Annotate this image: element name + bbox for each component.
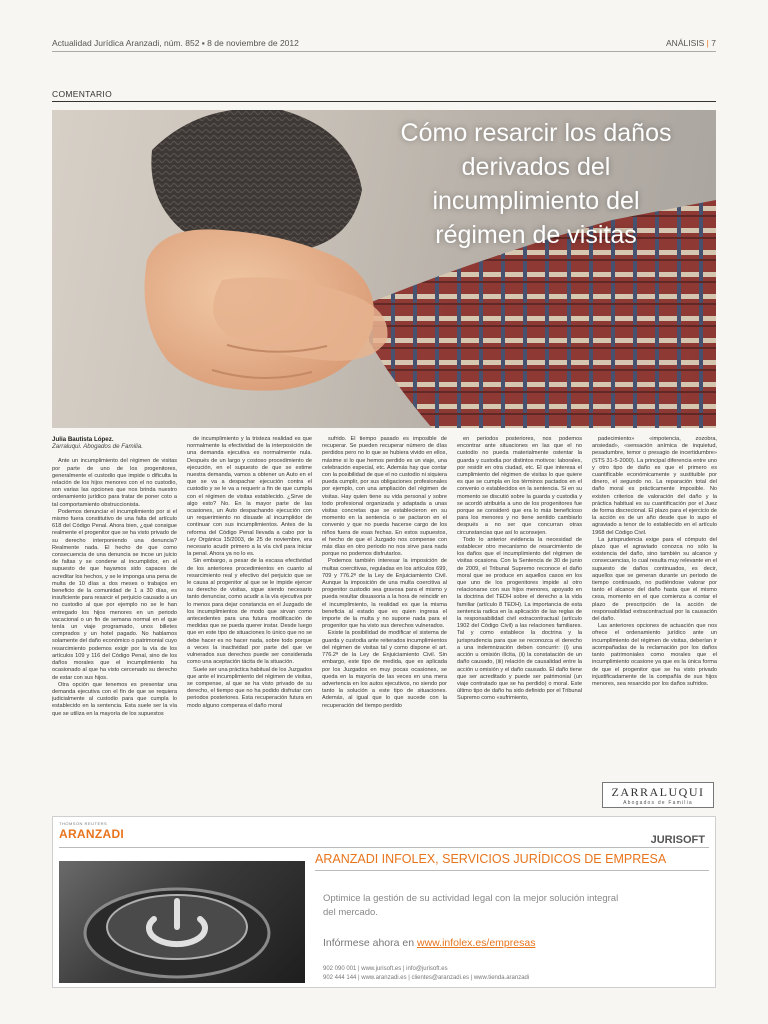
ad-copy: Optimice la gestión de su actividad legal con la mejor solución integral del mercado. bbox=[323, 893, 619, 918]
advertisement[interactable] bbox=[52, 816, 716, 988]
paragraph: Podemos también interesar la imposición de multas coercitivas, reguladas en los artículos 699, 709 y 776.2ª de la Ley de Enjuiciamiento Civil. Aunque la imposición de una multa coercitiva al progenitor custodio sea gravosa para el mismo y pueda resultar disuasoria a la hora de reincidir en el incumplimiento, la realidad es que la misma beneficia al estado que es quien ingresa el importe de la multa y no supone nada para el progenitor que ha visto sus derechos vulnerados. bbox=[322, 558, 447, 630]
paragraph: Sin embargo, a pesar de la escasa efectividad de los anteriores procedimientos en cuanto al resarcimiento real y efectivo del perjuicio que se le causa al progenitor al que se le impide ejercer su derecho de visitas, sigue siendo necesario tanto denunciar, como acudir a la vía ejecutiva por lo menos para dejar constancia en el Juzgado de los incumplimientos de modo que sirvan como antecedentes para una futura modificación de medidas que se pueda querer instar. Desde luego que en este tipo de situaciones lo único que no se debe hacer es no hacer nada, sobre todo porque a veces la inactividad por parte del que ve vulnerados sus derechos puede ser considerada como una aceptación tácita de la situación. bbox=[187, 558, 312, 666]
sponsor-logo bbox=[602, 782, 714, 808]
author-role: Zarraluqui. Abogados de Familia. bbox=[52, 443, 143, 451]
ad-cta bbox=[323, 937, 535, 949]
section-rule bbox=[52, 101, 716, 102]
article-column-5 bbox=[592, 436, 717, 776]
page-number: 7 bbox=[711, 38, 716, 48]
paragraph: Otra opción que tenemos es presentar una demanda ejecutiva con el fin de que se requiera judicialmente al custodio para que cumpla lo establecido en la sentencia. Esta suele ser la vía que se utiliza en la mayoría de los supuestos bbox=[52, 681, 177, 717]
ad-headline-divider bbox=[315, 870, 709, 871]
section-bar: | bbox=[706, 38, 709, 48]
ad-cta-text: Infórmese ahora en bbox=[323, 937, 417, 949]
paragraph: padecimiento» «impotencia, zozobra, ansiedad», «sensación anímica de inquietud, pesadumbre, temor o presagio de incertidumbre» (STS 31-5-2000). La principal diferencia entre uno y otro tipo de daño es que el primero es cuantificable económicamente y sustituible por dinero, el segundo no. La reparación total del daño moral es prácticamente imposible. No existen criterios de valoración del daño y la práctica habitual es su cuantificación por el Juez de forma discrecional. El plazo para el ejercicio de la acción es de un año desde que lo supo el agraviado a tenor de lo establecido en el artículo 1968 del Código Civil. bbox=[592, 436, 717, 536]
paragraph: Ante un incumplimiento del régimen de visitas por parte de uno de los progenitores, generalmente el custodio que impide o dificulta la relación de los hijos menores con el no custodio, son varias las opciones que nos brinda nuestro ordenamiento jurídico para tratar de poner coto a tal comportamiento obstruccionista. bbox=[52, 458, 177, 508]
publication-name: Actualidad Jurídica Aranzadi, núm. 852 bbox=[52, 38, 200, 48]
article-column-2 bbox=[187, 436, 312, 808]
article-column-1 bbox=[52, 436, 177, 808]
hero-photo bbox=[52, 110, 716, 428]
article-column-4 bbox=[457, 436, 582, 808]
paragraph: Todo lo anterior evidencia la necesidad de establecer otro mecanismo de resarcimiento de los daños que el incumplimiento del régimen de visitas ocasiona. Con la Sentencia de 30 de junio de 2009, el Tribunal Supremo reconoce el daño moral que se produce en aquellos casos en los que uno de los progenitores impide al otro relacionarse con sus hijos menores, apoyado en la doctrina del TEDH sobre el derecho a la vida familiar (artículo 8 TEDH). La importancia de esta sentencia radica en la aplicación de las reglas de la responsabilidad civil extracontractual (artículo 1902 del Código Civil) a las relaciones familiares. Tal y como establece la doctrina y la jurisprudencia para que se reconozca el derecho a una indemnización deben concurrir: (i) una acción u omisión ilícita, (ii) la constatación de un daño causado, (iii) relación de causalidad entre la acción u omisión y el daño causado. El daño tiene que ser acreditado y puede ser patrimonial (un viaje contratado que se ha perdido) o moral. Este último tipo de daño ha sido definido por el Tribunal Supremo como «sufrimiento, bbox=[457, 536, 582, 702]
section-name: ANÁLISIS bbox=[666, 38, 705, 48]
author-name: Julia Bautista López. bbox=[52, 436, 114, 443]
section-indicator bbox=[666, 38, 716, 48]
sponsor-name: ZARRALUQUI bbox=[611, 785, 705, 799]
publication-date: 8 de noviembre de 2012 bbox=[207, 38, 299, 48]
paragraph: Existe la posibilidad de modificar el sistema de guarda y custodia ante reiterados incumplimientos del régimen de visitas tal y como dispone el art. 776.2ª de la Ley de Enjuiciamiento Civil. Sin embargo, este tipo de medida, que es aplicada por los Juzgados en muy pocas ocasiones, se queda en la mayoría de las veces en una mera advertencia en los autos ejecutivos, no siendo por tanto la solución a este tipo de situaciones. Además, al igual que lo que sucede con la recuperación del tiempo perdido bbox=[322, 630, 447, 709]
ad-cta-link[interactable]: www.infolex.es/empresas bbox=[416, 937, 536, 949]
ad-image bbox=[59, 861, 305, 983]
paragraph: en periodos posteriores, nos podemos encontrar ante situaciones en las que el no custodio no pueda materialmente ostentar la guarda y custodia por distintos motivos: laborales, por residir en otra ciudad, etc. El que interesa el cumplimiento del régimen de visitas lo que quiere es que se cumpla en los términos pactados en el convenio o establecidos en la sentencia. Si en su momento se discutió sobre la guarda y custodia y se acordó atribuirla a uno de los progenitores fue porque se consideró que era lo más beneficioso para los menores y no tiene sentido cambiarlo después a no ser que concurran otras circunstancias que así lo aconsejen. bbox=[457, 436, 582, 536]
ad-headline: ARANZADI INFOLEX, SERVICIOS JURÍDICOS DE EMPRESA bbox=[315, 852, 667, 866]
paragraph: Las anteriores opciones de actuación que nos ofrece el ordenamiento jurídico ante un incumplimiento del régimen de visitas, deberían ir acompañadas de la reclamación por los daños tanto patrimoniales como morales que el incumplimiento ocasione ya que es la única forma de que el progenitor que se ha visto privado injustificadamente de la compañía de sus hijos menores, sea resarcido por los daños sufridos. bbox=[592, 623, 717, 687]
ad-partner-logo: JURISOFT bbox=[650, 834, 705, 846]
paragraph: Podemos denunciar el incumplimiento por si el mismo fuera constitutivo de una falta del artículo 618 del Código Penal. Ahora bien, ¿qué consigue realmente el progenitor que se ha visto privado de su derecho interponiendo una denuncia? Realmente nada. El hecho de que como consecuencia de una denuncia se incoe un juicio de faltas y se condene al incumplidor, en el supuesto de que hayamos sido capaces de acreditar los hechos, y se le imponga una pena de multa de 10 días a dos meses o trabajos en beneficio de la comunidad de 1 a 30 días, es insuficiente para resarcir el perjuicio causado a un no custodio al que por ejemplo no se le han entregado los hijos menores en un periodo vacacional o un fin de semana normal en el que tenía un viaje programado, unos billetes comprados y un hotel pagado. No hablamos solamente del daño económico o patrimonial cuyo resarcimiento podemos exigir por la vía de los artículos 109 y 116 del Código Penal, sino de los daños morales que el incumplimiento ha ocasionado al que ha visto cercenado su derecho de estar con sus hijos. bbox=[52, 508, 177, 681]
paragraph: Suele ser una práctica habitual de los Juzgados que ante el incumplimiento del régimen de visitas, se compense, al que se ha visto privado de su derecho, el tiempo que no ha podido disfrutar con periodos posteriores. Esta recuperación futura en modo alguno compensa el daño moral bbox=[187, 666, 312, 709]
ad-contact-line: 902 444 144 | www.aranzadi.es | clientes@aranzadi.es | www.tienda.aranzadi bbox=[323, 975, 530, 981]
sponsor-subtitle: Abogados de Familia bbox=[623, 800, 693, 806]
ad-contact bbox=[323, 965, 529, 983]
section-label: COMENTARIO bbox=[52, 89, 112, 99]
power-button-icon bbox=[59, 861, 305, 983]
paragraph: sufrido. El tiempo pasado es imposible de recuperar. Se pueden recuperar número de días perdidos pero no lo que se hubiera vivido en ellos, máxime si lo que hemos perdido es un viaje, una celebración especial, etc. Además hay que contar con la posibilidad de que el no custodio ni siquiera pueda cumplir, por sus obligaciones profesionales por ejemplo, con una ampliación del régimen de visitas. Hay quien tiene su vida personal y sobre todo profesional organizada y adaptada a unas visitas concretas que se establecieron en su momento en la sentencia o se pactaron en el convenio y que no pueda hacerse cargo de los niños fuera de esas fechas. En estos supuestos, el hecho de que el Juzgado nos compense con más días en otro periodo no nos sirve para nada porque no podemos disfrutarlos. bbox=[322, 436, 447, 558]
ad-brand-parent: THOMSON REUTERS bbox=[59, 821, 108, 826]
ad-brand-logo: ARANZADI bbox=[59, 827, 125, 841]
ad-divider bbox=[59, 847, 709, 848]
article-body bbox=[52, 436, 716, 808]
publication-line bbox=[52, 38, 299, 48]
paragraph: La jurisprudencia exige para el cómputo del plazo que el agraviado conozca no sólo la existencia del daño, sino también su alcance y consecuencias, lo cual resulta muy relevante en el supuesto de daños continuados, es decir, aquellos que se generan durante un periodo de tiempo continuado, no pudiéndose valorar por tanto el alcance del daño hasta que el mismo cesa, momento en el que comienza a contar el plazo de prescripción de la acción de responsabilidad extracontractual por la causación del daño. bbox=[592, 536, 717, 623]
publication-date-separator: ▪ bbox=[199, 38, 208, 48]
ad-contact-line: 902 090 001 | www.jurisoft.es | info@jurisoft.es bbox=[323, 966, 448, 972]
article-headline: Cómo resarcir los daños derivados del incumplimiento del régimen de visitas bbox=[400, 119, 672, 249]
header-rule bbox=[52, 51, 716, 52]
paragraph: de incumplimiento y la tristeza realidad es que normalmente la efectividad de la interposición de una demanda ejecutiva es normalmente nula. Después de un largo y costoso procedimiento de ejecución, en el supuesto de que se estime nuestra demanda, vamos a obtener un Auto en el que se va a despachar ejecución contra el custodio y se le va a requerir a fin de que cumpla con el régimen de visitas establecido. ¿Sirve de algo esto? No. En la mayor parte de las ocasiones, un Auto despachando ejecución con un requerimiento no disuade al incumplidor de continuar con sus incumplimientos. Antes de la reforma del Código Penal llevada a cabo por la Ley Orgánica 15/2003, de 25 de noviembre, era necesario acudir primero a la vía civil para iniciar la penal. Ahora ya no lo es. bbox=[187, 436, 312, 558]
article-column-3 bbox=[322, 436, 447, 808]
page-header bbox=[52, 38, 716, 52]
